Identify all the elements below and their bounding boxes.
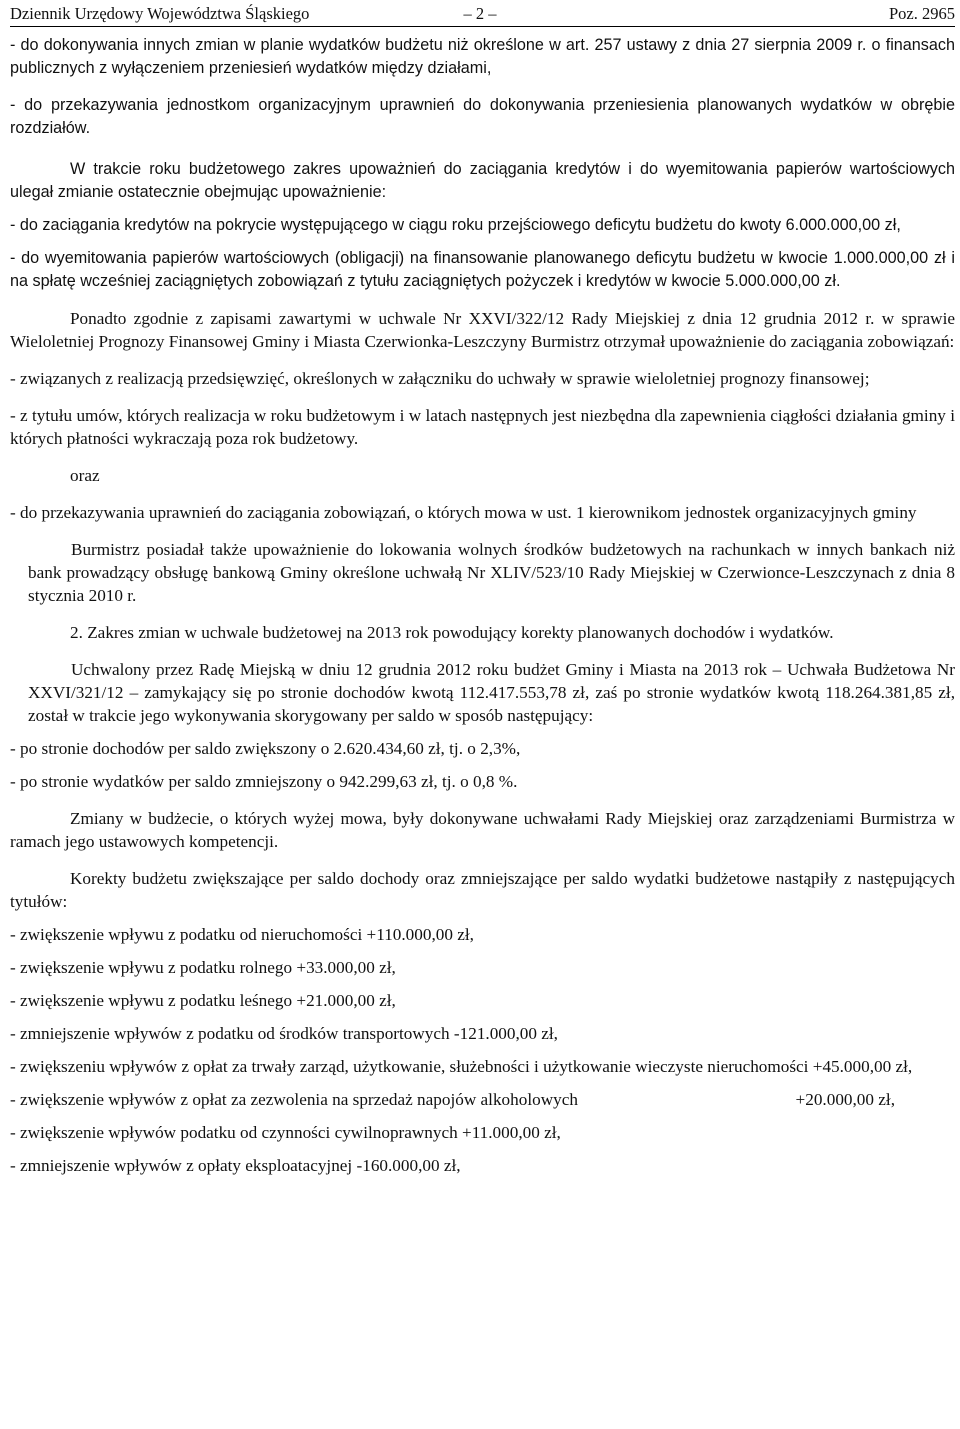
list-item: - zwiększenie wpływów podatku od czynności cywilnoprawnych +11.000,00 zł, bbox=[10, 1123, 561, 1142]
journal-title: Dziennik Urzędowy Województwa Śląskiego bbox=[10, 3, 310, 23]
paragraph: W trakcie roku budżetowego zakres upoważnień do zaciągania kredytów i do wyemitowania papierów wartościowych ulegał zmianie ostatecznie obejmując upoważnienie: bbox=[10, 160, 955, 201]
list-item-text: - zwiększenie wpływów z opłat za zezwolenia na sprzedaż napojów alkoholowych bbox=[10, 1090, 578, 1109]
position-number: Poz. 2965 bbox=[889, 3, 955, 23]
list-item: - zwiększeniu wpływów z opłat za trwały zarząd, użytkowanie, służebności i użytkowanie wieczyste nieruchomości +45.000,00 zł, bbox=[10, 1057, 913, 1076]
paragraph: Burmistrz posiadał także upoważnienie do lokowania wolnych środków budżetowych na rachunkach w innych bankach niż bank prowadzący obsługę bankową Gminy określone uchwałą Nr XLIV/523/10 Rady Miejskiej w Czerwionce-Leszczynach z dnia 8 stycznia 2010 r. bbox=[28, 540, 955, 605]
paragraph: Ponadto zgodnie z zapisami zawartymi w uchwale Nr XXVI/322/12 Rady Miejskiej z dnia 12 grudnia 2012 r. w sprawie Wieloletniej Prognozy Finansowej Gminy i Miasta Czerwionka-Leszczyny Burmistrz otrzymał upoważnienie do zaciągania zobowiązań: bbox=[10, 309, 955, 351]
list-item: - z tytułu umów, których realizacja w roku budżetowym i w latach następnych jest niezbędna dla zapewnienia ciągłości działania gminy i których płatności wykraczają poza rok budżetowy. bbox=[10, 406, 955, 448]
list-item-amount: +20.000,00 zł, bbox=[795, 1090, 895, 1109]
paragraph: Uchwalony przez Radę Miejską w dniu 12 grudnia 2012 roku budżet Gminy i Miasta na 2013 rok – Uchwała Budżetowa Nr XXVI/321/12 – zamykający się po stronie dochodów kwotą 112.417.553,78 zł, zaś po stronie wydatków kwotą 118.264.381,85 zł, został w trakcie jego wykonywania skorygowany per saldo w sposób następujący: bbox=[28, 660, 955, 725]
list-item: - zmniejszenie wpływów z podatku od środków transportowych -121.000,00 zł, bbox=[10, 1024, 558, 1043]
list-item bbox=[10, 1088, 955, 1111]
paragraph-oraz: oraz bbox=[70, 466, 100, 485]
list-item: - do wyemitowania papierów wartościowych (obligacji) na finansowanie planowanego deficytu budżetu w kwocie 1.000.000,00 zł i na spłatę wcześniej zaciągniętych zobowiązań z tytułu zaciągniętych pożyczek i kredytów w kwocie 5.000.000,00 zł. bbox=[10, 249, 955, 290]
section-heading: 2. Zakres zmian w uchwale budżetowej na 2013 rok powodujący korekty planowanych dochodów i wydatków. bbox=[70, 623, 834, 642]
list-item: - po stronie dochodów per saldo zwiększony o 2.620.434,60 zł, tj. o 2,3%, bbox=[10, 739, 521, 758]
list-item: - po stronie wydatków per saldo zmniejszony o 942.299,63 zł, tj. o 0,8 %. bbox=[10, 772, 518, 791]
paragraph: Korekty budżetu zwiększające per saldo dochody oraz zmniejszające per saldo wydatki budżetowe nastąpiły z następujących tytułów: bbox=[10, 869, 955, 911]
page-header bbox=[10, 0, 955, 27]
list-item: - zwiększenie wpływu z podatku rolnego +33.000,00 zł, bbox=[10, 958, 396, 977]
list-item: - do przekazywania jednostkom organizacyjnym uprawnień do dokonywania przeniesienia planowanych wydatków w obrębie rozdziałów. bbox=[10, 96, 955, 137]
list-item: - zwiększenie wpływu z podatku od nieruchomości +110.000,00 zł, bbox=[10, 925, 474, 944]
list-item: - do zaciągania kredytów na pokrycie występującego w ciągu roku przejściowego deficytu budżetu do kwoty 6.000.000,00 zł, bbox=[10, 216, 901, 234]
list-item: - zmniejszenie wpływów z opłaty eksploatacyjnej -160.000,00 zł, bbox=[10, 1156, 461, 1175]
list-item: - do dokonywania innych zmian w planie wydatków budżetu niż określone w art. 257 ustawy z dnia 27 sierpnia 2009 r. o finansach publicznych z wyłączeniem przeniesień wydatków między działami, bbox=[10, 36, 955, 77]
list-item: - związanych z realizacją przedsięwzięć, określonych w załączniku do uchwały w sprawie wieloletniej prognozy finansowej; bbox=[10, 369, 870, 388]
list-item: - do przekazywania uprawnień do zaciągania zobowiązań, o których mowa w ust. 1 kierownikom jednostek organizacyjnych gminy bbox=[10, 503, 917, 522]
list-item: - zwiększenie wpływu z podatku leśnego +21.000,00 zł, bbox=[10, 991, 396, 1010]
page-number: – 2 – bbox=[463, 3, 497, 23]
paragraph: Zmiany w budżecie, o których wyżej mowa, były dokonywane uchwałami Rady Miejskiej oraz zarządzeniami Burmistrza w ramach jego ustawowych kompetencji. bbox=[10, 809, 955, 851]
